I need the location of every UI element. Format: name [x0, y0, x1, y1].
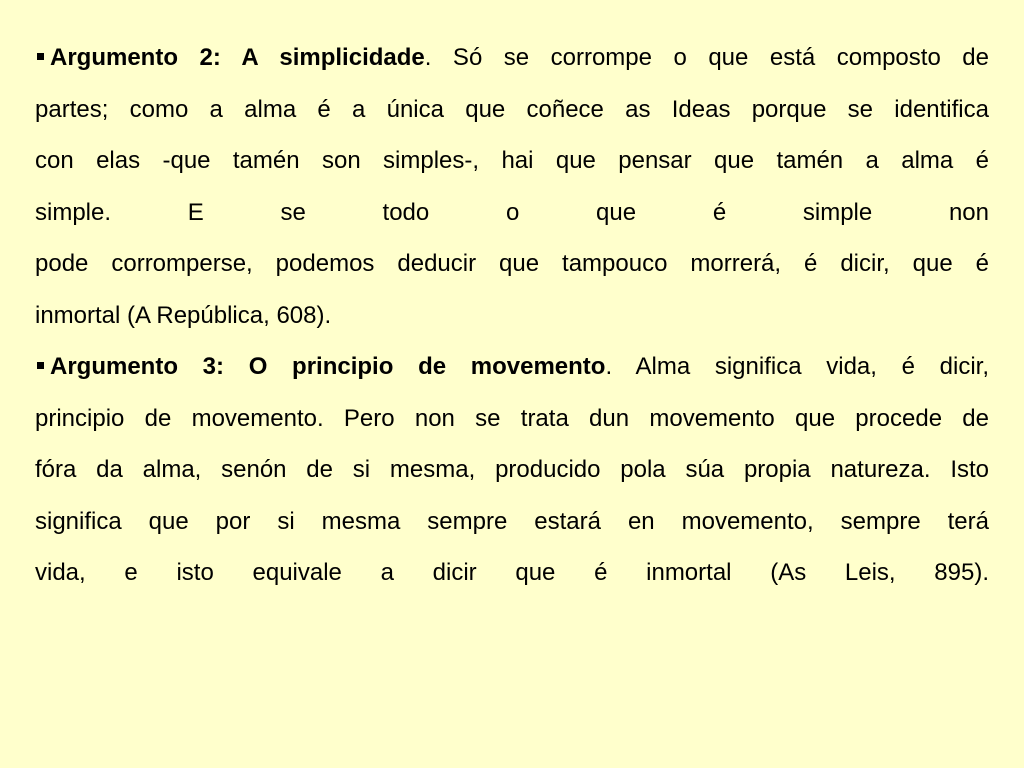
argument-3-line-3: fóra da alma, senón de si mesma, producido pola súa propia natureza. Isto — [35, 456, 989, 483]
argument-3-line-5: vida, e isto equivale a dicir que é inmortal (As Leis, 895). — [35, 559, 989, 586]
argument-2-line-2: partes; como a alma é a única que coñece as Ideas porque se identifica — [35, 95, 989, 123]
argument-2-line-5: pode corromperse, podemos deducir que tampouco morrerá, é dicir, que é — [35, 250, 989, 277]
argument-3-heading: Argumento 3: O principio de movemento — [50, 353, 606, 380]
argument-2-paragraph — [35, 32, 989, 341]
argument-2-text: . Só se corrompe o que está composto de — [424, 44, 989, 71]
argument-3-paragraph — [35, 341, 989, 599]
argument-3-line-4: significa que por si mesma sempre estará en movemento, sempre terá — [35, 507, 989, 535]
square-bullet-icon — [37, 53, 44, 60]
argument-2-line-3: con elas -que tamén son simples-, hai que pensar que tamén a alma é — [35, 147, 989, 174]
argument-2-heading: Argumento 2: A simplicidade — [50, 44, 425, 71]
square-bullet-icon — [37, 362, 44, 369]
argument-2-line-6: inmortal (A República, 608). — [35, 301, 332, 329]
argument-2-line-1 — [35, 32, 989, 84]
argument-3-text: . Alma significa vida, é dicir, — [605, 353, 989, 380]
argument-3-line-2: principio de movemento. Pero non se trata dun movemento que procede de — [35, 404, 989, 432]
argument-3-line-1 — [35, 341, 989, 393]
argument-2-line-4: simple. E se todo o que é simple non — [35, 198, 989, 226]
